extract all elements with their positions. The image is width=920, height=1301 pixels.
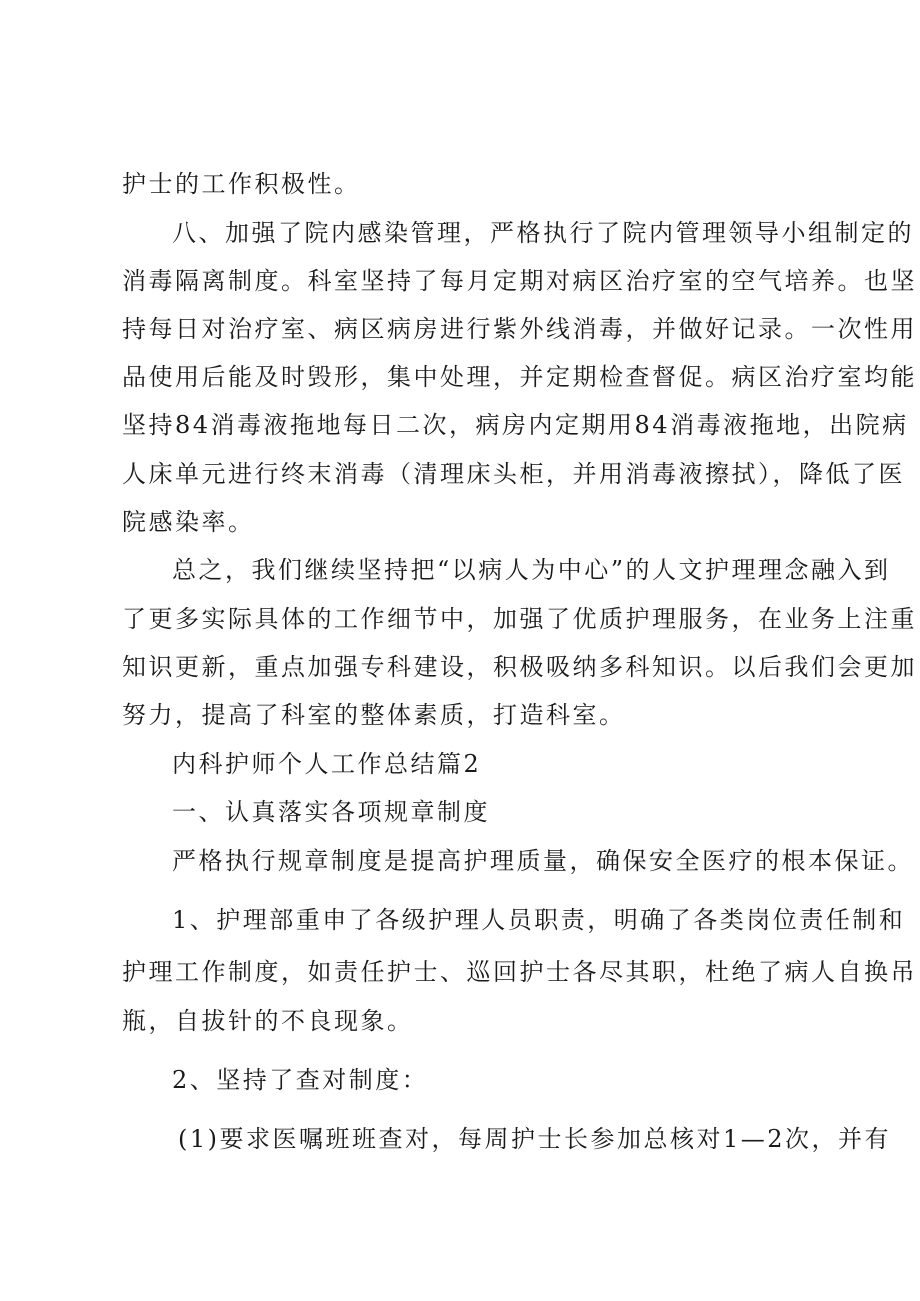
- paragraph-line: 总之，我们继续坚持把“以病人为中心”的人文护理理念融入到: [172, 556, 891, 584]
- paragraph-line: 品使用后能及时毁形，集中处理，并定期检查督促。病区治疗室均能: [122, 363, 917, 391]
- paragraph-line: 持每日对治疗室、病区病房进行紫外线消毒，并做好记录。一次性用: [122, 315, 917, 343]
- paragraph-line: 了更多实际具体的工作细节中，加强了优质护理服务，在业务上注重: [122, 605, 917, 633]
- paragraph-line: 护理工作制度，如责任护士、巡回护士各尽其职，杜绝了病人自换吊: [122, 958, 917, 986]
- paragraph-line: 八、加强了院内感染管理，严格执行了院内管理领导小组制定的: [172, 219, 914, 247]
- paragraph-line: 坚持84消毒液拖地每日二次，病房内定期用84消毒液拖地，出院病: [122, 411, 909, 439]
- paragraph-line: 1、护理部重申了各级护理人员职责，明确了各类岗位责任制和: [172, 906, 906, 934]
- section-heading: 一、认真落实各项规章制度: [172, 798, 490, 826]
- paragraph-line: 院感染率。: [122, 508, 255, 536]
- paragraph-line: 努力，提高了科室的整体素质，打造科室。: [122, 701, 626, 729]
- paragraph-line: 消毒隔离制度。科室坚持了每月定期对病区治疗室的空气培养。也坚: [122, 267, 917, 295]
- paragraph-line: (1)要求医嘱班班查对，每周护士长参加总核对1—2次，并有: [178, 1125, 892, 1153]
- paragraph-line: 2、坚持了查对制度：: [172, 1066, 429, 1094]
- paragraph-line: 严格执行规章制度是提高护理质量，确保安全医疗的根本保证。: [172, 847, 914, 875]
- section-title: 内科护师个人工作总结篇2: [172, 750, 482, 778]
- paragraph-line: 人床单元进行终末消毒（清理床头柜，并用消毒液擦拭），降低了医: [122, 460, 905, 488]
- paragraph-line: 护士的工作积极性。: [122, 170, 361, 198]
- paragraph-line: 知识更新，重点加强专科建设，积极吸纳多科知识。以后我们会更加: [122, 653, 917, 681]
- paragraph-line: 瓶，自拔针的不良现象。: [122, 1007, 414, 1035]
